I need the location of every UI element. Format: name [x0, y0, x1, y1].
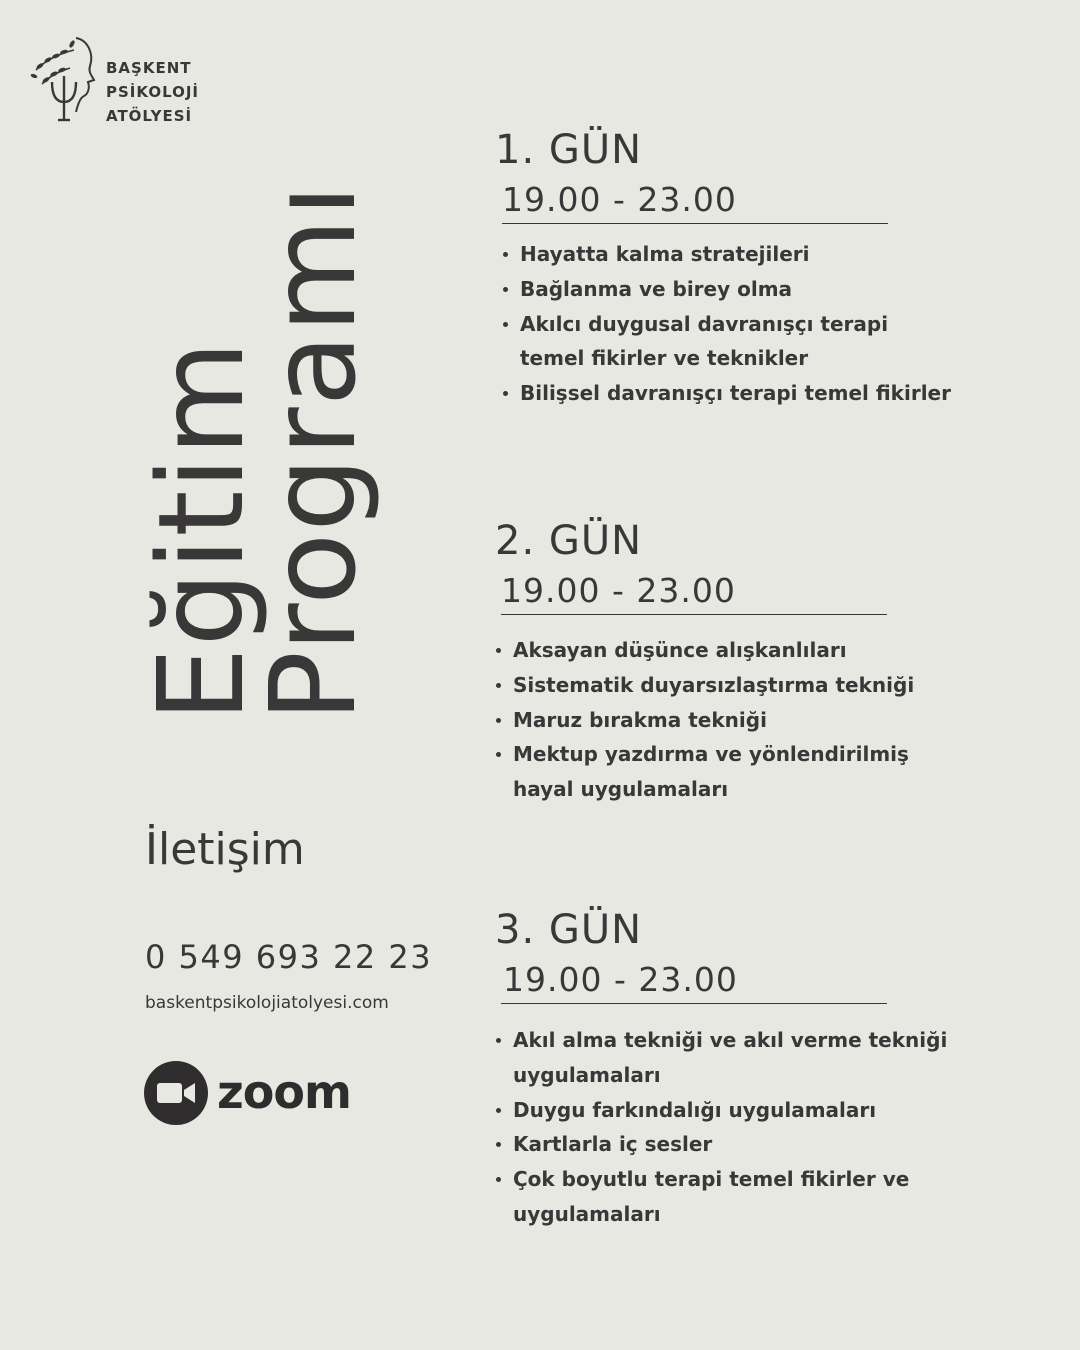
phone-number[interactable]: 0 549 693 22 23	[145, 938, 433, 976]
list-item: Çok boyutlu terapi temel fikirler ve	[495, 1162, 947, 1197]
logo	[28, 32, 198, 132]
list-item: Maruz bırakma tekniği	[495, 703, 914, 738]
website-link[interactable]: baskentpsikolojiatolyesi.com	[145, 993, 389, 1013]
video-camera-icon	[143, 1060, 209, 1126]
divider	[502, 223, 888, 224]
list-item: Mektup yazdırma ve yönlendirilmiş	[495, 737, 914, 772]
list-item-continuation: temel fikirler ve teknikler	[520, 346, 809, 371]
day-title: 3. GÜN	[495, 907, 643, 953]
contact-heading: İletişim	[145, 824, 305, 875]
list-item-continuation: uygulamaları	[513, 1062, 661, 1087]
divider	[501, 1003, 887, 1004]
list-item: Kartlarla iç sesler	[495, 1127, 947, 1162]
day-time: 19.00 - 23.00	[503, 960, 738, 999]
day-time: 19.00 - 23.00	[501, 571, 736, 610]
list-item: Duygu farkındalığı uygulamaları	[495, 1093, 947, 1128]
list-item: Hayatta kalma stratejileri	[502, 237, 951, 272]
contact-section	[145, 820, 465, 1119]
logo-wordmark	[106, 56, 199, 128]
day-3-section	[495, 907, 975, 1226]
day-title: 2. GÜN	[495, 518, 643, 564]
day-time: 19.00 - 23.00	[502, 180, 737, 219]
day-1-section	[495, 127, 975, 406]
day-2-section	[495, 518, 975, 802]
list-item: Aksayan düşünce alışkanlıları	[495, 633, 914, 668]
page-title	[132, 183, 382, 722]
list-item: Akıl alma tekniği ve akıl verme tekniği	[495, 1023, 947, 1058]
topic-list	[495, 1023, 947, 1232]
zoom-logo	[143, 1060, 363, 1126]
day-title: 1. GÜN	[495, 127, 643, 173]
zoom-wordmark: zoom	[217, 1065, 351, 1119]
list-item-continuation: hayal uygulamaları	[513, 777, 729, 802]
list-item-continuation: uygulamaları	[513, 1201, 661, 1226]
topic-list	[495, 633, 914, 807]
title-line-2: Programı	[244, 183, 382, 722]
title-line-1: Eğitim	[132, 339, 270, 722]
divider	[501, 614, 887, 615]
topic-list	[502, 237, 951, 411]
head-psi-leaves-icon	[28, 32, 104, 128]
list-item: Bağlanma ve birey olma	[502, 272, 951, 307]
list-item: Sistematik duyarsızlaştırma tekniği	[495, 668, 914, 703]
logo-line-2: PSİKOLOJİ	[106, 83, 200, 101]
logo-line-1: BAŞKENT	[106, 59, 192, 77]
logo-line-3: ATÖLYESİ	[106, 107, 193, 125]
list-item: Akılcı duygusal davranışçı terapi	[502, 307, 951, 342]
list-item: Bilişsel davranışçı terapi temel fikirler	[502, 376, 951, 411]
